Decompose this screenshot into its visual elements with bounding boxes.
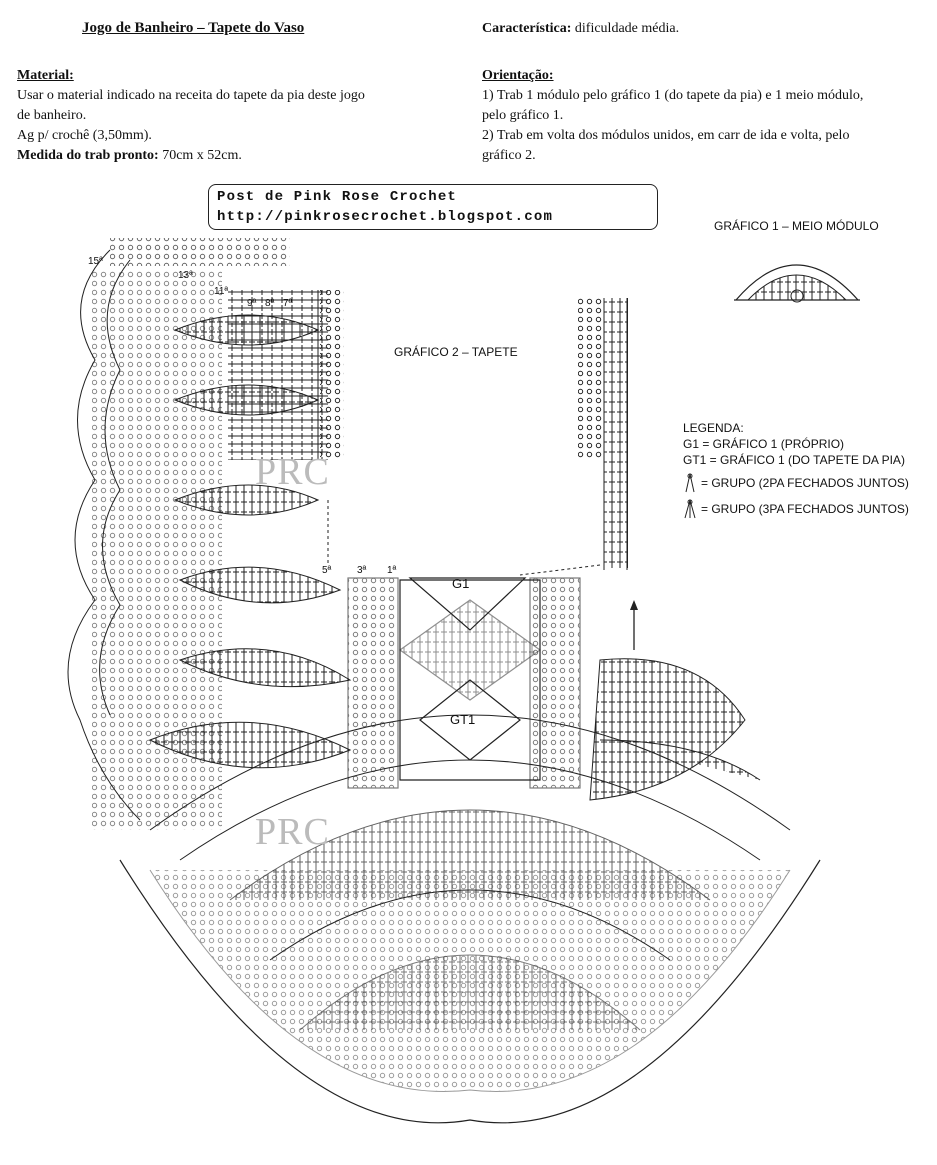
gt1-label: GT1: [450, 712, 476, 727]
orientacao-line: gráfico 2.: [482, 148, 536, 163]
legend-grupo2: [683, 472, 909, 494]
post-credit-name: Post de Pink Rose Crochet: [217, 189, 458, 205]
caracteristica-value: dificuldade média.: [574, 21, 680, 36]
legend-g1: G1 = GRÁFICO 1 (PRÓPRIO): [683, 437, 845, 451]
material-line: Ag p/ crochê (3,50mm).: [17, 128, 152, 143]
caracteristica-label: Característica:: [482, 21, 572, 36]
watermark: PRC: [255, 451, 330, 493]
top-left-edge: [110, 238, 290, 266]
center-modules: [348, 578, 580, 788]
grafico1-meio-label: GRÁFICO 1 – MEIO MÓDULO: [714, 219, 879, 233]
row-label: 11ª: [214, 286, 229, 297]
watermark: PRC: [255, 811, 330, 853]
orientacao-line: pelo gráfico 1.: [482, 108, 564, 123]
material-line: Usar o material indicado na receita do tapete da pia deste jogo: [17, 88, 365, 103]
row-label: 13ª: [178, 270, 193, 281]
row-label: 8ª: [265, 298, 275, 309]
group-3-icon: [683, 498, 697, 520]
row-label: 5ª: [322, 565, 332, 576]
document-title: Jogo de Banheiro – Tapete do Vaso: [82, 20, 305, 36]
row-label: 3ª: [357, 565, 367, 576]
material-heading: Material:: [17, 68, 74, 83]
post-credit-url: http://pinkrosecrochet.blogspot.com: [217, 209, 554, 225]
right-fan-motif: [590, 659, 760, 800]
legend-gt1: GT1 = GRÁFICO 1 (DO TAPETE DA PIA): [683, 453, 905, 467]
group-2-icon: [683, 472, 697, 494]
orientacao-line: 1) Trab 1 módulo pelo gráfico 1 (do tapete da pia) e 1 meio módulo,: [482, 88, 864, 103]
right-strip: [578, 298, 638, 650]
bottom-fans: [120, 715, 820, 1123]
legend-grupo3: [683, 498, 909, 520]
medida-value: 70cm x 52cm.: [162, 148, 242, 163]
guide-arrows: [328, 500, 600, 575]
row-label: 1ª: [387, 565, 397, 576]
row-label: 9ª: [247, 298, 257, 309]
legend-grupo2-text: = GRUPO (2PA FECHADOS JUNTOS): [701, 476, 909, 490]
legend: [683, 420, 909, 520]
meio-modulo-chart: [734, 265, 860, 302]
material-line: de banheiro.: [17, 108, 87, 123]
legend-grupo3-text: = GRUPO (3PA FECHADOS JUNTOS): [701, 502, 909, 516]
legend-title: LEGENDA:: [683, 421, 744, 435]
row-label: 7ª: [283, 298, 293, 309]
orientacao-heading: Orientação:: [482, 68, 554, 83]
row-label: 15ª: [88, 256, 103, 267]
grafico2-tapete-label: GRÁFICO 2 – TAPETE: [394, 345, 518, 359]
orientacao-line: 2) Trab em volta dos módulos unidos, em carr de ida e volta, pelo: [482, 128, 850, 143]
medida-label: Medida do trab pronto:: [17, 148, 159, 163]
g1-label: G1: [452, 576, 470, 591]
